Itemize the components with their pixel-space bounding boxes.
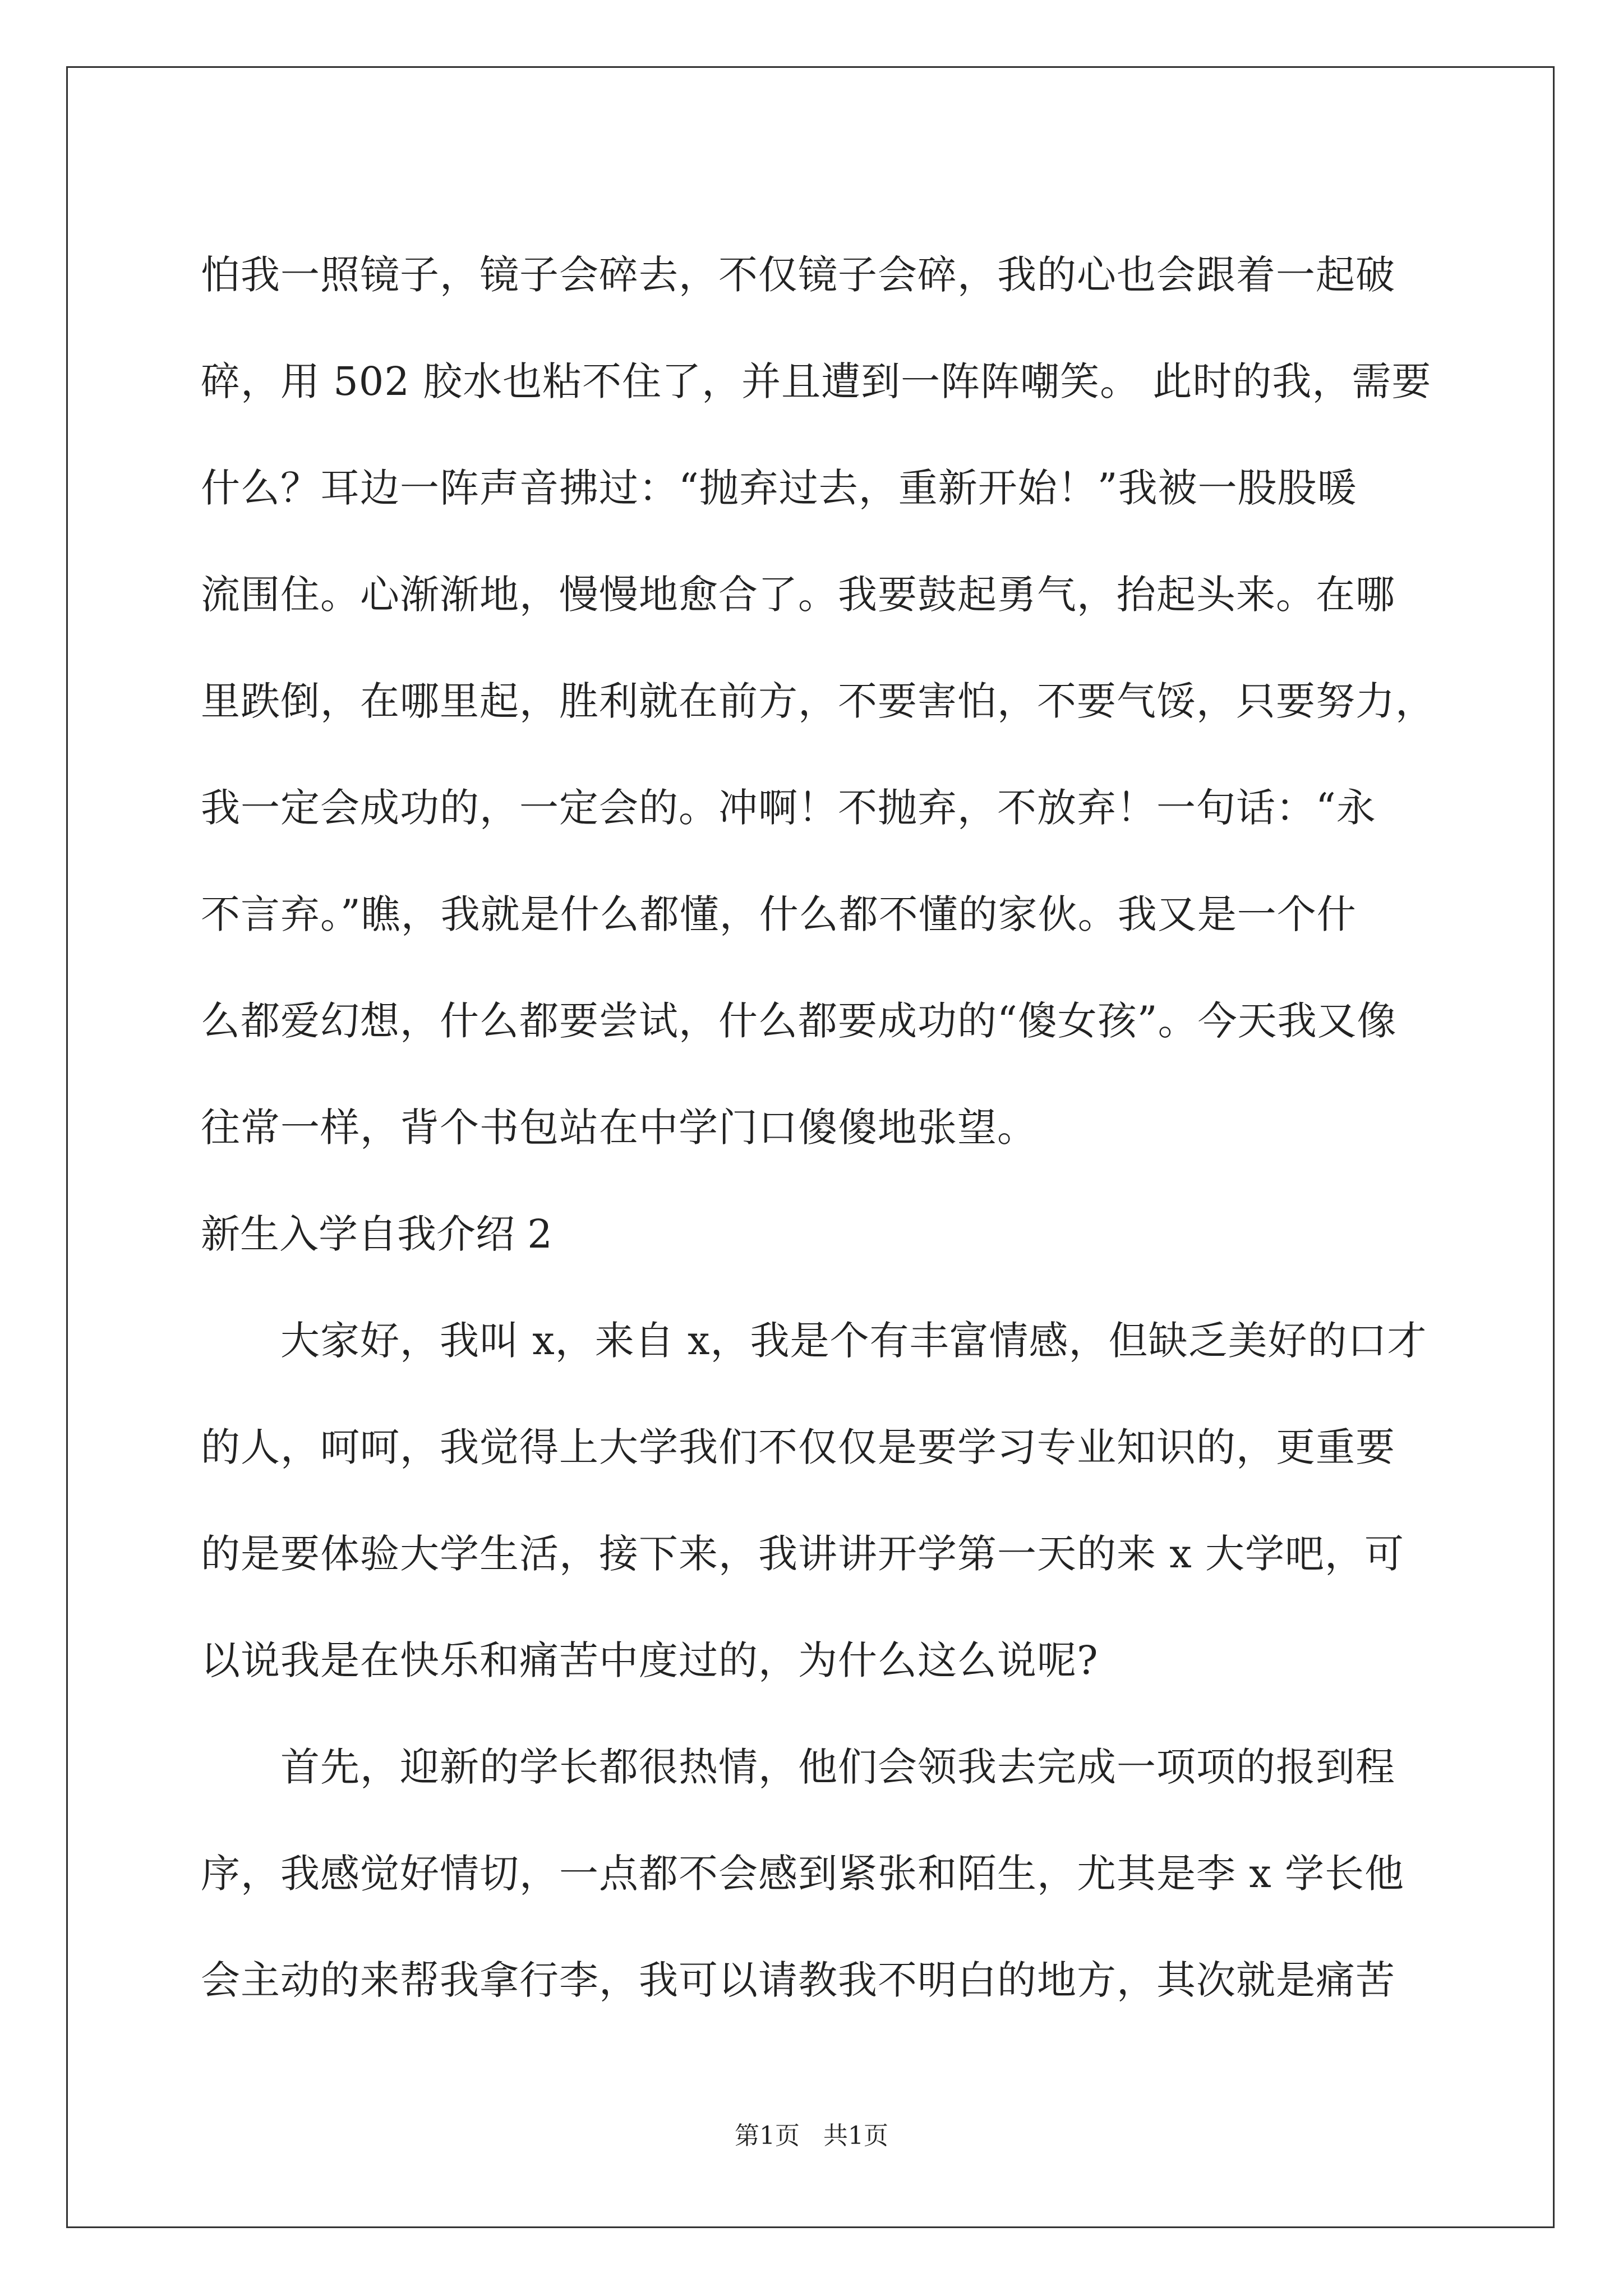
text-line: 会主动的来帮我拿行李，我可以请教我不明白的地方，其次就是痛苦 [201,1957,1395,2003]
text-line: 什么？耳边一阵声音拂过：“抛弃过去，重新开始！”我被一股股暖 [201,465,1357,511]
paragraph-3 [201,1714,1423,2033]
text-line: 往常一样，背个书包站在中学门口傻傻地张望。 [201,1105,1037,1151]
paragraph-1 [201,222,1435,1181]
text-line: 里跌倒，在哪里起，胜利就在前方，不要害怕，不要气馁，只要努力， [201,678,1435,724]
text-line: 流围住。心渐渐地，慢慢地愈合了。我要鼓起勇气，抬起头来。在哪 [201,572,1395,618]
text-line: 么都爱幻想，什么都要尝试，什么都要成功的“傻女孩”。今天我又像 [201,998,1397,1044]
paragraph-2 [201,1287,1427,1714]
text-line: 大家好，我叫 x，来自 x，我是个有丰富情感，但缺乏美好的口才 [280,1318,1427,1364]
page-number-footer: 第1页 共1页 [735,2122,888,2150]
text-line: 不言弃。”瞧，我就是什么都懂，什么都不懂的家伙。我又是一个什 [201,891,1357,937]
text-line: 序，我感觉好情切，一点都不会感到紧张和陌生，尤其是李 x 学长他 [201,1851,1404,1897]
text-line: 以说我是在快乐和痛苦中度过的，为什么这么说呢? [201,1637,1099,1683]
text-line: 碎，用 502 胶水也粘不住了，并且遭到一阵阵嘲笑。 此时的我，需要 [201,358,1432,404]
section-heading: 新生入学自我介绍 2 [201,1211,552,1257]
text-line: 我一定会成功的，一定会的。冲啊！不抛弃，不放弃！一句话：“永 [201,785,1376,831]
text-line: 怕我一照镜子，镜子会碎去，不仅镜子会碎，我的心也会跟着一起破 [201,252,1395,298]
document-body [201,222,1435,2033]
text-line: 的人，呵呵，我觉得上大学我们不仅仅是要学习专业知识的，更重要 [201,1424,1395,1470]
text-line: 的是要体验大学生活，接下来，我讲讲开学第一天的来 x 大学吧，可 [201,1531,1404,1577]
text-line: 首先，迎新的学长都很热情，他们会领我去完成一项项的报到程 [280,1744,1395,1790]
